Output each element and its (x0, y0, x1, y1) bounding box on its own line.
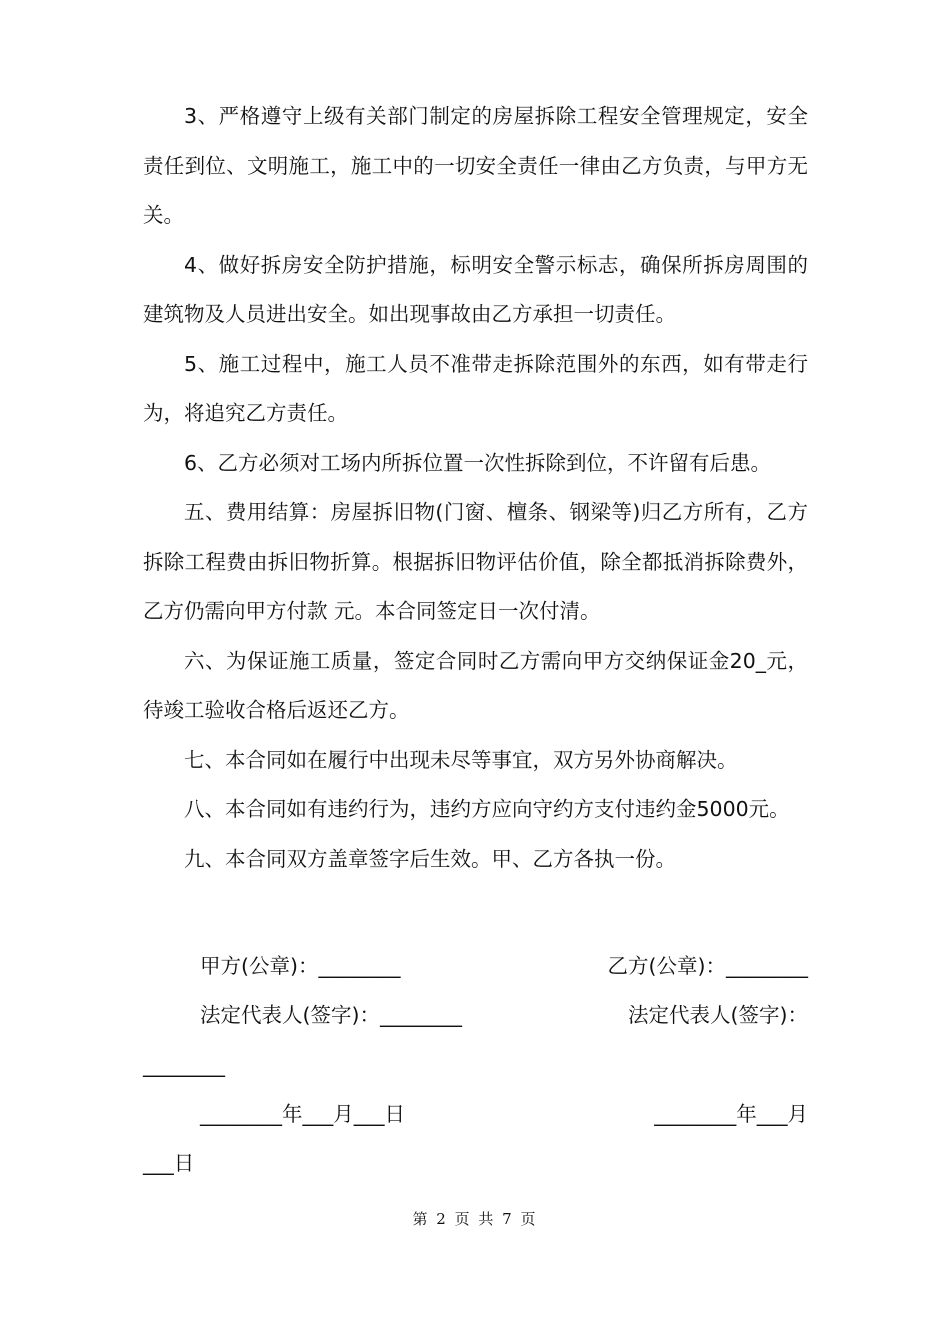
clause-5: 5、施工过程中，施工人员不准带走拆除范围外的东西，如有带走行为，将追究乙方责任。 (143, 351, 808, 425)
party-a-representative: 法定代表人(签字)：________ (200, 1003, 462, 1027)
party-b-representative-line: ________ (143, 1053, 225, 1077)
party-b-date-day: ___日 (143, 1151, 195, 1175)
section-6-deposit: 六、为保证施工质量，签定合同时乙方需向甲方交纳保证金20_元，待竣工验收合格后返还乙方。 (143, 648, 808, 722)
contract-body (143, 92, 808, 884)
party-a-date: ________年___月___日 (200, 1102, 405, 1126)
section-8-penalty: 八、本合同如有违约行为，违约方应向守约方支付违约金5000元。 (184, 797, 790, 821)
party-b-seal: 乙方(公章)：________ (607, 954, 808, 978)
party-a-seal: 甲方(公章)：________ (200, 954, 401, 978)
party-b-date: ________年___月 (654, 1102, 808, 1126)
section-9-effect: 九、本合同双方盖章签字后生效。甲、乙方各执一份。 (184, 846, 676, 871)
clause-4: 4、做好拆房安全防护措施，标明安全警示标志，确保所拆房周围的建筑物及人员进出安全。如出现事故由乙方承担一切责任。 (143, 252, 808, 326)
section-7-negotiation: 七、本合同如在履行中出现未尽等事宜，双方另外协商解决。 (184, 747, 738, 772)
clause-3: 3、严格遵守上级有关部门制定的房屋拆除工程安全管理规定，安全责任到位、文明施工，施工中的一切安全责任一律由乙方负责，与甲方无关。 (143, 104, 808, 227)
section-5-settlement: 五、费用结算：房屋拆旧物(门窗、檀条、钢梁等)归乙方所有，乙方拆除工程费由拆旧物折算。根据拆旧物评估价值，除全都抵消拆除费外，乙方仍需向甲方付款 元。本合同签定日一次付清。 (143, 500, 808, 623)
party-b-representative: 法定代表人(签字)： (628, 1003, 808, 1027)
clause-6: 6、乙方必须对工场内所拆位置一次性拆除到位，不许留有后患。 (184, 450, 772, 475)
page-number: 第 2 页 共 7 页 (412, 1210, 538, 1228)
